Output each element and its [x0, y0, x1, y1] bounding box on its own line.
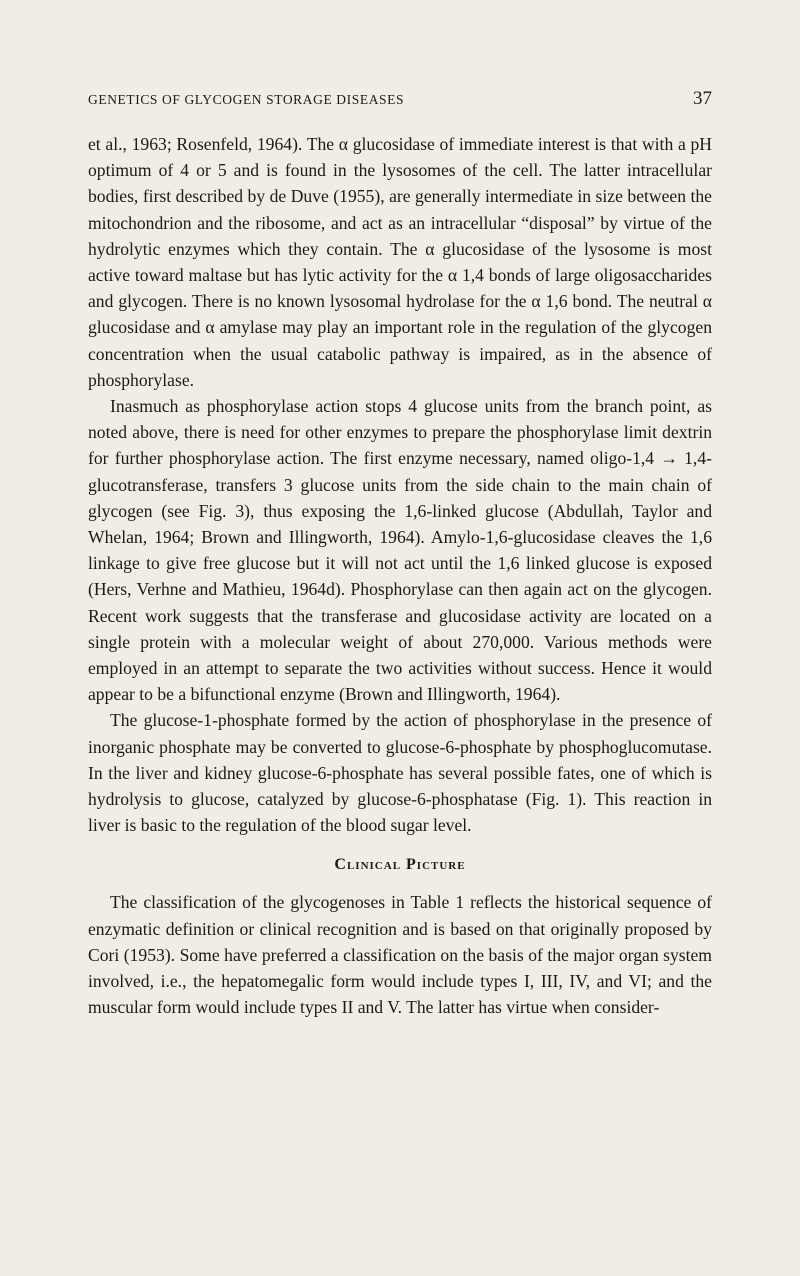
page-number: 37 [693, 88, 712, 109]
paragraph-glucose-phosphate: The glucose-1-phosphate formed by the action of phosphorylase in the presence of inorganic phosphate may be converted to glucose-6-phosphate by phosphoglucomutase. In the liver and kidney glucose-6-phosphate has several possible fates, one of which is hydrolysis to glucose, catalyzed by glucose-6-phosphatase (Fig. 1). This reaction in liver is basic to the regulation of the blood sugar level. [88, 710, 712, 836]
section-heading-clinical-picture: Clinical Picture [334, 856, 466, 874]
paragraph-classification: The classification of the glycogenoses in Table 1 reflects the historical sequence of enzymatic definition or clinical recognition and is based on that originally proposed by Cori (1953). Some have preferred a classification on the basis of the major organ system involved, i.e., the hepatomegalic form would include types I, III, IV, and VI; and the muscular form would include types II and V. The latter has virtue when consider- [88, 892, 712, 1018]
body-text [88, 131, 712, 1021]
paragraph-debranching-enzymes: Inasmuch as phosphorylase action stops 4 glucose units from the branch point, as noted above, there is need for other enzymes to prepare the phosphorylase limit dextrin for further phosphorylase action. The first enzyme necessary, named oligo-1,4 → 1,4-glucotransferase, transfers 3 glucose units from the side chain to the main chain of glycogen (see Fig. 3), thus exposing the 1,6-linked glucose (Abdullah, Taylor and Whelan, 1964; Brown and Illingworth, 1964). Amylo-1,6-glucosidase cleaves the 1,6 linkage to give free glucose but it will not act until the 1,6 linked glucose is exposed (Hers, Verhne and Mathieu, 1964d). Phosphorylase can then again act on the glycogen. Recent work suggests that the transferase and glucosidase activity are located on a single protein with a molecular weight of about 270,000. Various methods were employed in an attempt to separate the two activities without success. Hence it would appear to be a bifunctional enzyme (Brown and Illingworth, 1964). [88, 396, 712, 705]
running-head [88, 88, 712, 112]
running-title: GENETICS OF GLYCOGEN STORAGE DISEASES [88, 92, 405, 107]
paragraph-lysosome-glucosidase: et al., 1963; Rosenfeld, 1964). The α glucosidase of immediate interest is that with a pH optimum of 4 or 5 and is found in the lysosomes of the cell. The latter intracellular bodies, first described by de Duve (1955), are generally intermediate in size between the mitochondrion and the ribosome, and act as an intracellular “disposal” by virtue of the hydrolytic enzymes which they contain. The α glucosidase of the lysosome is most active toward maltase but has lytic activity for the α 1,4 bonds of large oligosaccharides and glycogen. There is no known lysosomal hydrolase for the α 1,6 bond. The neutral α glucosidase and α amylase may play an important role in the regulation of the glycogen concentration when the usual catabolic pathway is impaired, as in the absence of phosphorylase. [88, 134, 712, 390]
